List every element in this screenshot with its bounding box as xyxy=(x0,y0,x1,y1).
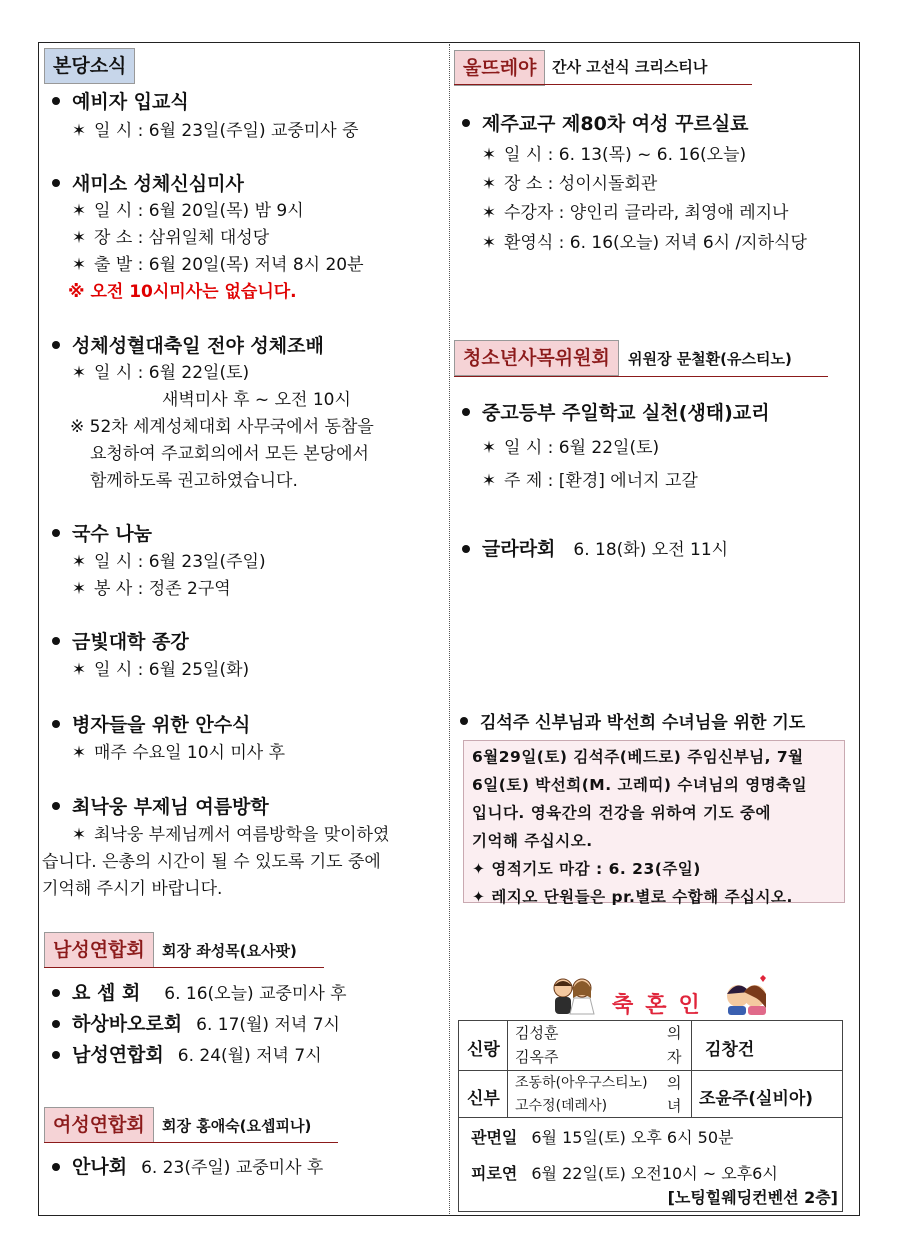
bullet-icon xyxy=(52,637,60,645)
cell-divider xyxy=(507,1071,508,1117)
asterisk-icon: ✶ xyxy=(71,660,87,680)
asterisk-icon: ✶ xyxy=(71,363,87,383)
item-title-noodle: 국수 나눔 xyxy=(52,522,152,546)
para-line: ✶ 최낙웅 부제님께서 여름방학을 맞이하였 xyxy=(71,825,390,845)
groom-son: 자 xyxy=(667,1048,682,1066)
bride-name: 조윤주(실비아) xyxy=(699,1089,814,1109)
asterisk-icon: ✶ xyxy=(71,228,87,248)
groom-father: 김성훈 xyxy=(515,1024,559,1042)
clara-row: 글라라회 6. 18(화) 오전 11시 xyxy=(462,537,728,561)
item-line-cont: 새벽미사 후 ~ 오전 10시 xyxy=(162,390,351,410)
couple-icon xyxy=(548,976,598,1016)
men-association-tag: 남성연합회 xyxy=(44,932,154,968)
youth-underline xyxy=(454,376,828,377)
groom-of: 의 xyxy=(667,1024,682,1042)
asterisk-icon: ✶ xyxy=(481,233,497,253)
women-row: 안나회 6. 23(주일) 교중미사 후 xyxy=(52,1155,323,1179)
note-line: 요청하여 주교회의에서 모든 본당에서 xyxy=(90,444,369,464)
women-underline xyxy=(44,1142,338,1143)
bullet-icon xyxy=(52,802,60,810)
bullet-icon xyxy=(52,179,60,187)
bride-mother: 고수정(데레사) xyxy=(515,1098,608,1114)
item-line: ✶ 일 시 : 6월 23일(주일) 교중미사 중 xyxy=(71,121,359,141)
wedding-table xyxy=(458,1020,843,1212)
asterisk-icon: ✶ xyxy=(481,471,497,491)
youth-title: 중고등부 주일학교 실천(생태)교리 xyxy=(462,401,770,425)
kissing-couple-icon xyxy=(722,974,772,1016)
bride-row xyxy=(459,1071,842,1118)
asterisk-icon: ✶ xyxy=(71,201,87,221)
item-title-anointing: 병자들을 위한 안수식 xyxy=(52,713,250,737)
item-title-corpus-christi: 성체성혈대축일 전야 성체조배 xyxy=(52,334,324,358)
cursillo-title: 제주교구 제80차 여성 꾸르실료 xyxy=(462,112,749,136)
bride-label: 신부 xyxy=(467,1089,500,1109)
sparkle-icon: ✦ xyxy=(472,860,492,878)
ultreya-tag: 울뜨레야 xyxy=(454,50,545,86)
item-line: ✶ 일 시 : 6월 22일(토) xyxy=(71,363,250,383)
ultreya-underline xyxy=(454,84,752,85)
bullet-icon xyxy=(462,545,470,553)
groom-row xyxy=(459,1021,842,1071)
wedding-title: 축혼인 xyxy=(612,993,712,1018)
bullet-icon xyxy=(52,989,60,997)
sparkle-icon: ✦ xyxy=(472,888,492,906)
item-title-saemiso: 새미소 성체신심미사 xyxy=(52,172,244,196)
reception-venue: [노팅힐웨딩컨벤션 2층] xyxy=(667,1188,838,1207)
item-line: ✶ 일 시 : 6월 23일(주일) xyxy=(71,552,266,572)
bondang-news-tag: 본당소식 xyxy=(44,48,135,84)
men-leader: 회장 좌성목(요사팟) xyxy=(162,942,297,960)
para-line: 기억해 주시기 바랍니다. xyxy=(42,879,223,899)
men-row: 남성연합회 6. 24(월) 저녁 7시 xyxy=(52,1043,322,1067)
prayer-line: 기억해 주십시오. xyxy=(472,832,593,850)
cursillo-line: ✶ 수강자 : 양인리 글라라, 최영애 레지나 xyxy=(481,203,789,223)
cell-divider xyxy=(507,1021,508,1070)
youth-committee-tag: 청소년사목위원회 xyxy=(454,340,619,376)
prayer-bullet: ✦ 레지오 단원들은 pr.별로 수합해 주십시오. xyxy=(472,888,793,906)
para-line: 습니다. 은총의 시간이 될 수 있도록 기도 중에 xyxy=(42,852,381,872)
item-line: ✶ 일 시 : 6월 20일(목) 밤 9시 xyxy=(71,201,304,221)
prayer-line: 입니다. 영육간의 건강을 위하여 기도 중에 xyxy=(472,804,771,822)
asterisk-icon: ✶ xyxy=(481,438,497,458)
item-line: ✶ 매주 수요일 10시 미사 후 xyxy=(71,743,286,763)
item-line: ✶ 봉 사 : 정존 2구역 xyxy=(71,579,231,599)
asterisk-icon: ✶ xyxy=(71,579,87,599)
cell-divider xyxy=(691,1071,692,1117)
bullet-icon xyxy=(52,720,60,728)
asterisk-icon: ✶ xyxy=(481,203,497,223)
bullet-icon xyxy=(52,1051,60,1059)
women-leader: 회장 홍애숙(요셉피나) xyxy=(162,1117,312,1135)
asterisk-icon: ✶ xyxy=(71,255,87,275)
item-title-catechumen: 예비자 입교식 xyxy=(52,90,189,114)
asterisk-icon: ✶ xyxy=(481,174,497,194)
bullet-icon xyxy=(462,408,470,416)
item-line: ✶ 일 시 : 6월 25일(화) xyxy=(71,660,250,680)
item-title-deacon: 최낙웅 부제님 여름방학 xyxy=(52,795,269,819)
youth-line: ✶ 주 제 : [환경] 에너지 고갈 xyxy=(481,471,698,491)
prayer-box xyxy=(463,740,845,906)
note-line: 함께하도록 권고하였습니다. xyxy=(90,471,298,491)
youth-leader: 위원장 문철환(유스티노) xyxy=(628,350,792,368)
ceremony-row: 관면일 6월 15일(토) 오후 6시 50분 xyxy=(471,1128,734,1147)
mass-cancel-notice: ※ 오전 10시미사는 없습니다. xyxy=(68,282,297,302)
asterisk-icon: ✶ xyxy=(71,825,87,845)
youth-line: ✶ 일 시 : 6월 22일(토) xyxy=(481,438,660,458)
men-row: 요 셉 회 6. 16(오늘) 교중미사 후 xyxy=(52,981,347,1005)
groom-name: 김창건 xyxy=(705,1040,755,1060)
bride-daughter: 녀 xyxy=(667,1097,682,1115)
asterisk-icon: ✶ xyxy=(71,121,87,141)
men-row: 하상바오로회 6. 17(월) 저녁 7시 xyxy=(52,1012,340,1036)
prayer-line: 6일(토) 박선희(M. 고레띠) 수녀님의 영명축일 xyxy=(472,776,808,794)
asterisk-icon: ✶ xyxy=(481,145,497,165)
bride-father: 조동하(아우구스티노) xyxy=(515,1075,648,1091)
item-title-golden-college: 금빛대학 종강 xyxy=(52,630,189,654)
column-divider xyxy=(449,44,450,1214)
groom-label: 신랑 xyxy=(467,1040,500,1060)
ultreya-leader: 간사 고선식 크리스티나 xyxy=(552,58,708,76)
cell-divider xyxy=(691,1021,692,1070)
item-line: ✶ 장 소 : 삼위일체 대성당 xyxy=(71,228,270,248)
asterisk-icon: ✶ xyxy=(71,743,87,763)
cursillo-line: ✶ 환영식 : 6. 16(오늘) 저녁 6시 /지하식당 xyxy=(481,233,807,253)
bullet-icon xyxy=(52,97,60,105)
groom-mother: 김옥주 xyxy=(515,1048,559,1066)
bullet-icon xyxy=(52,1163,60,1171)
prayer-line: 6월29일(토) 김석주(베드로) 주임신부님, 7월 xyxy=(472,748,804,766)
bullet-icon xyxy=(52,1020,60,1028)
prayer-bullet: ✦ 영적기도 마감 : 6. 23(주일) xyxy=(472,860,701,878)
cursillo-line: ✶ 일 시 : 6. 13(목) ~ 6. 16(오늘) xyxy=(481,145,747,165)
bullet-icon xyxy=(52,341,60,349)
bullet-icon xyxy=(462,119,470,127)
cursillo-line: ✶ 장 소 : 성이시돌회관 xyxy=(481,174,658,194)
women-association-tag: 여성연합회 xyxy=(44,1107,154,1143)
reception-row: 피로연 6월 22일(토) 오전10시 ~ 오후6시 xyxy=(471,1164,778,1183)
item-line: ✶ 출 발 : 6월 20일(목) 저녁 8시 20분 xyxy=(71,255,364,275)
bullet-icon xyxy=(52,529,60,537)
bullet-icon xyxy=(460,717,468,725)
note-line: ※ 52차 세계성체대회 사무국에서 동참을 xyxy=(70,417,374,437)
men-underline xyxy=(44,967,324,968)
bride-of: 의 xyxy=(667,1074,682,1092)
asterisk-icon: ✶ xyxy=(71,552,87,572)
prayer-title: 김석주 신부님과 박선희 수녀님을 위한 기도 xyxy=(460,708,805,733)
